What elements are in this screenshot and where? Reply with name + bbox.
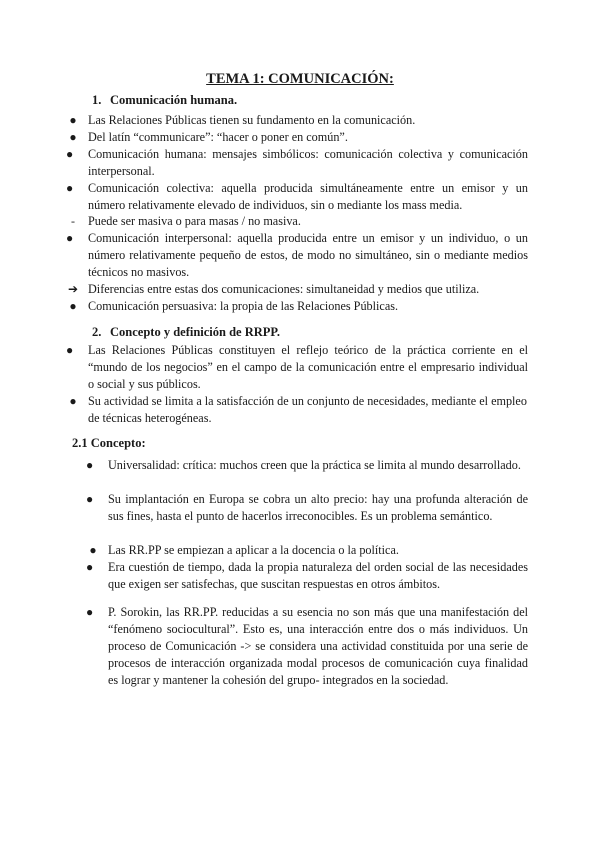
list-item [66,180,528,214]
list-item [69,129,528,146]
list-item [89,542,528,559]
document-title: TEMA 1: COMUNICACIÓN: [206,71,394,87]
section-number: 1. [92,93,102,107]
bullet-marker: ● [86,492,94,506]
list-item-text: Las Relaciones Públicas tienen su fundamento en la comunicación. [88,113,416,127]
section-number: 2. [92,325,102,339]
dash-marker: - [71,214,75,228]
bullet-marker: ● [69,299,77,313]
list-item [69,298,528,315]
list-item-text: Comunicación interpersonal: aquella producida entre un emisor y un individuo, o un número relativamente pequeño de estos, de modo no simultáneo, sin o mediante medios técnicos no masivos. [88,231,528,279]
list-item-text: Su implantación en Europa se cobra un alto precio: hay una profunda alteración de sus fines, hasta el punto de hacerlos irreconocibles. Es un problema semántico. [108,492,528,523]
list-item [67,281,528,298]
section-title: Concepto y definición de RRPP. [110,325,281,339]
list-item [69,112,528,129]
bullet-marker: ● [66,181,74,195]
bullet-marker: ● [69,130,77,144]
section-2-heading [92,325,280,340]
list-item-text: Puede ser masiva o para masas / no masiva. [88,214,301,228]
list-item-text: Comunicación colectiva: aquella producida simultáneamente entre un emisor y un número relativamente elevado de individuos, sin o mediante los mass media. [88,181,528,212]
section-1-heading [92,93,237,108]
bullet-marker: ● [66,147,74,161]
bullet-marker: ● [89,543,97,557]
list-item-text: Las RR.PP se empiezan a aplicar a la docencia o la política. [108,543,399,557]
list-item-text: Del latín “communicare”: “hacer o poner en común”. [88,130,348,144]
list-item [66,146,528,180]
list-item-text: Universalidad: crítica: muchos creen que la práctica se limita al mundo desarrollado. [108,458,521,472]
bullet-marker: ● [86,560,94,574]
section-title: Comunicación humana. [110,93,238,107]
list-item [86,457,528,474]
bullet-marker: ● [66,343,74,357]
list-item [86,559,528,593]
list-item [86,491,528,525]
list-item-text: Comunicación persuasiva: la propia de las Relaciones Públicas. [88,299,399,313]
list-item [66,342,528,393]
list-item [71,213,528,230]
list-item-text: Comunicación humana: mensajes simbólicos: comunicación colectiva y comunicación interpersonal. [88,147,528,178]
subsection-heading: 2.1 Concepto: [72,436,146,450]
list-item-text: Era cuestión de tiempo, dada la propia naturaleza del orden social de las necesidades que exigen ser satisfechas, que suscitan respuestas en otros ámbitos. [108,560,528,591]
list-item [86,604,528,689]
bullet-marker: ● [69,113,77,127]
list-item [69,393,528,427]
bullet-marker: ● [66,231,74,245]
list-item [66,230,528,281]
bullet-marker: ● [86,458,94,472]
arrow-marker: ➔ [67,282,79,296]
bullet-marker: ● [86,605,94,619]
list-item-text: P. Sorokin, las RR.PP. reducidas a su esencia no son más que una manifestación del “fenómeno sociocultural”. Esto es, una interacción entre dos o más individuos. Un proceso de Comunicación -> se considera una actividad constituida por una serie de procesos de interacción organizada modal procesos de comunicación cuya finalidad es lograr y mantener la cohesión del grupo- integrados en la sociedad. [108,605,528,687]
list-item-text: Las Relaciones Públicas constituyen el reflejo teórico de la práctica corriente en el “mundo de los negocios” en el campo de la comunicación entre el empresario individual o social y sus públicos. [88,343,528,391]
bullet-marker: ● [69,394,77,408]
list-item-text: Su actividad se limita a la satisfacción de un conjunto de necesidades, mediante el empleo de técnicas heterogéneas. [88,394,527,425]
list-item-text: Diferencias entre estas dos comunicaciones: simultaneidad y medios que utiliza. [88,282,480,296]
